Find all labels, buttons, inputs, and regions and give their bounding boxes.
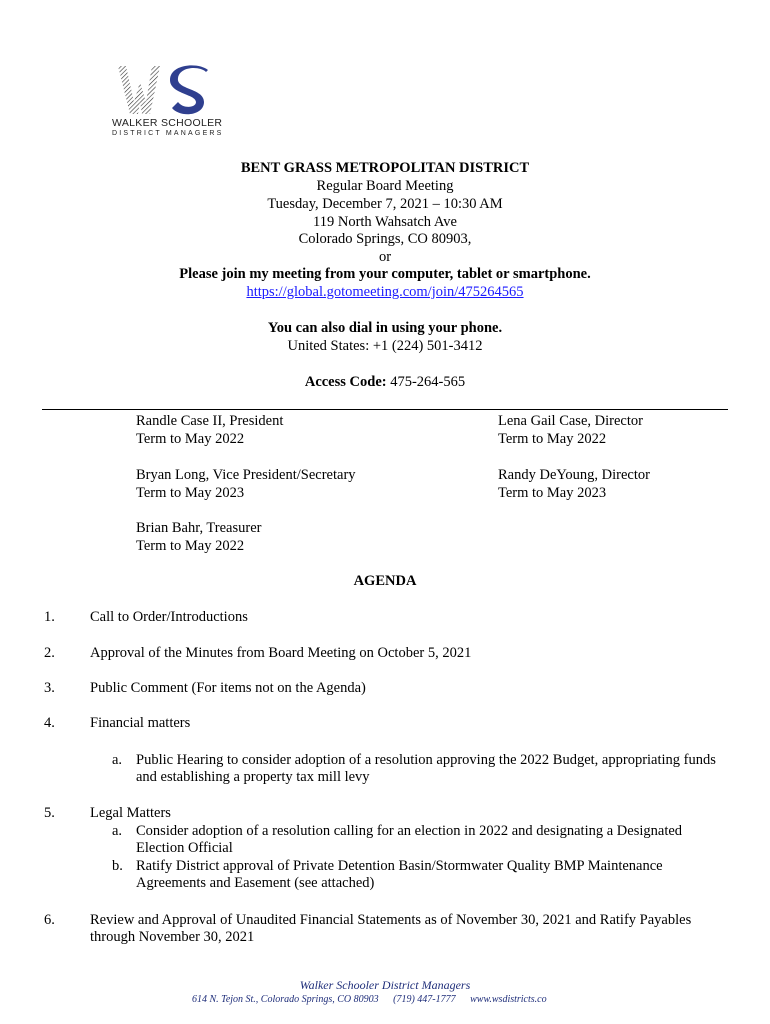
agenda-item-number: 6. (44, 912, 55, 928)
access-code-value: 475-264-565 (390, 374, 466, 390)
meeting-address-line1: 119 North Wahsatch Ave (313, 214, 457, 230)
dial-prompt: You can also dial in using your phone. (267, 320, 503, 336)
or-separator: or (378, 249, 392, 265)
ws-monogram-icon (108, 62, 228, 122)
meeting-datetime: Tuesday, December 7, 2021 – 10:30 AM (267, 196, 503, 212)
access-code-line (0, 374, 770, 391)
agenda-subitem-text: Ratify District approval of Private Detention Basin/Stormwater Quality BMP Maintenance Agreements and Easement (see attached) (136, 858, 663, 891)
board-member (136, 519, 261, 555)
meeting-address-line2: Colorado Springs, CO 80903, (298, 231, 472, 247)
gotomeeting-link[interactable]: https://global.gotomeeting.com/join/475264565 (246, 284, 524, 300)
footer-phone: (719) 447-1777 (393, 994, 456, 1005)
phone-number: United States: +1 (224) 501-3412 (287, 338, 483, 354)
agenda-item-text: Review and Approval of Unaudited Financial Statements as of November 30, 2021 and Ratify Payables through November 30, 2021 (90, 912, 692, 945)
board-member-name: Randle Case II, President (136, 413, 284, 429)
footer-address: 614 N. Tejon St., Colorado Springs, CO 80903 (192, 994, 379, 1005)
agenda-item-text: Approval of the Minutes from Board Meeting on October 5, 2021 (90, 645, 472, 661)
agenda-item-number: 4. (44, 715, 55, 731)
agenda-subitem-text: Public Hearing to consider adoption of a resolution approving the 2022 Budget, appropriating funds and establishing a property tax mill levy (136, 752, 716, 785)
board-member (136, 466, 356, 502)
agenda-subitem-label: b. (112, 858, 123, 874)
board-member-term: Term to May 2022 (136, 431, 245, 447)
board-member-name: Randy DeYoung, Director (498, 467, 650, 483)
footer-company: Walker Schooler District Managers (299, 978, 471, 992)
agenda-item-number: 1. (44, 609, 55, 625)
logo-line2: DISTRICT MANAGERS (112, 130, 224, 137)
agenda-item-text: Financial matters (90, 715, 191, 731)
board-member (498, 412, 643, 448)
board-member-term: Term to May 2023 (136, 485, 245, 501)
access-code-label: Access Code: (304, 374, 387, 390)
meeting-type: Regular Board Meeting (316, 178, 454, 194)
district-name: BENT GRASS METROPOLITAN DISTRICT (240, 160, 530, 176)
agenda-item-number: 2. (44, 645, 55, 661)
agenda-subitem-label: a. (112, 752, 123, 768)
agenda-item-text: Public Comment (For items not on the Agenda) (90, 680, 366, 696)
board-member (498, 466, 650, 502)
logo-line1: WALKER SCHOOLER (112, 117, 223, 129)
board-member-name: Brian Bahr, Treasurer (136, 520, 262, 536)
agenda-subitem-label: a. (112, 823, 123, 839)
join-prompt: Please join my meeting from your computer, tablet or smartphone. (179, 266, 591, 282)
board-member-term: Term to May 2022 (136, 538, 245, 554)
footer-website: www.wsdistricts.co (470, 994, 547, 1005)
agenda-title: AGENDA (353, 573, 417, 589)
agenda-item-number: 5. (44, 805, 55, 821)
board-member-term: Term to May 2022 (498, 431, 607, 447)
board-member-name: Bryan Long, Vice President/Secretary (136, 467, 356, 483)
footer-contact (192, 994, 559, 1005)
agenda-subitem-text: Consider adoption of a resolution calling for an election in 2022 and designating a Designated Election Official (136, 823, 683, 856)
agenda-item-text: Call to Order/Introductions (90, 609, 248, 625)
board-member-term: Term to May 2023 (498, 485, 607, 501)
board-member (136, 412, 283, 448)
agenda-item-number: 3. (44, 680, 55, 696)
agenda-item-text: Legal Matters (90, 805, 171, 821)
header-divider (42, 409, 728, 410)
board-member-name: Lena Gail Case, Director (498, 413, 643, 429)
